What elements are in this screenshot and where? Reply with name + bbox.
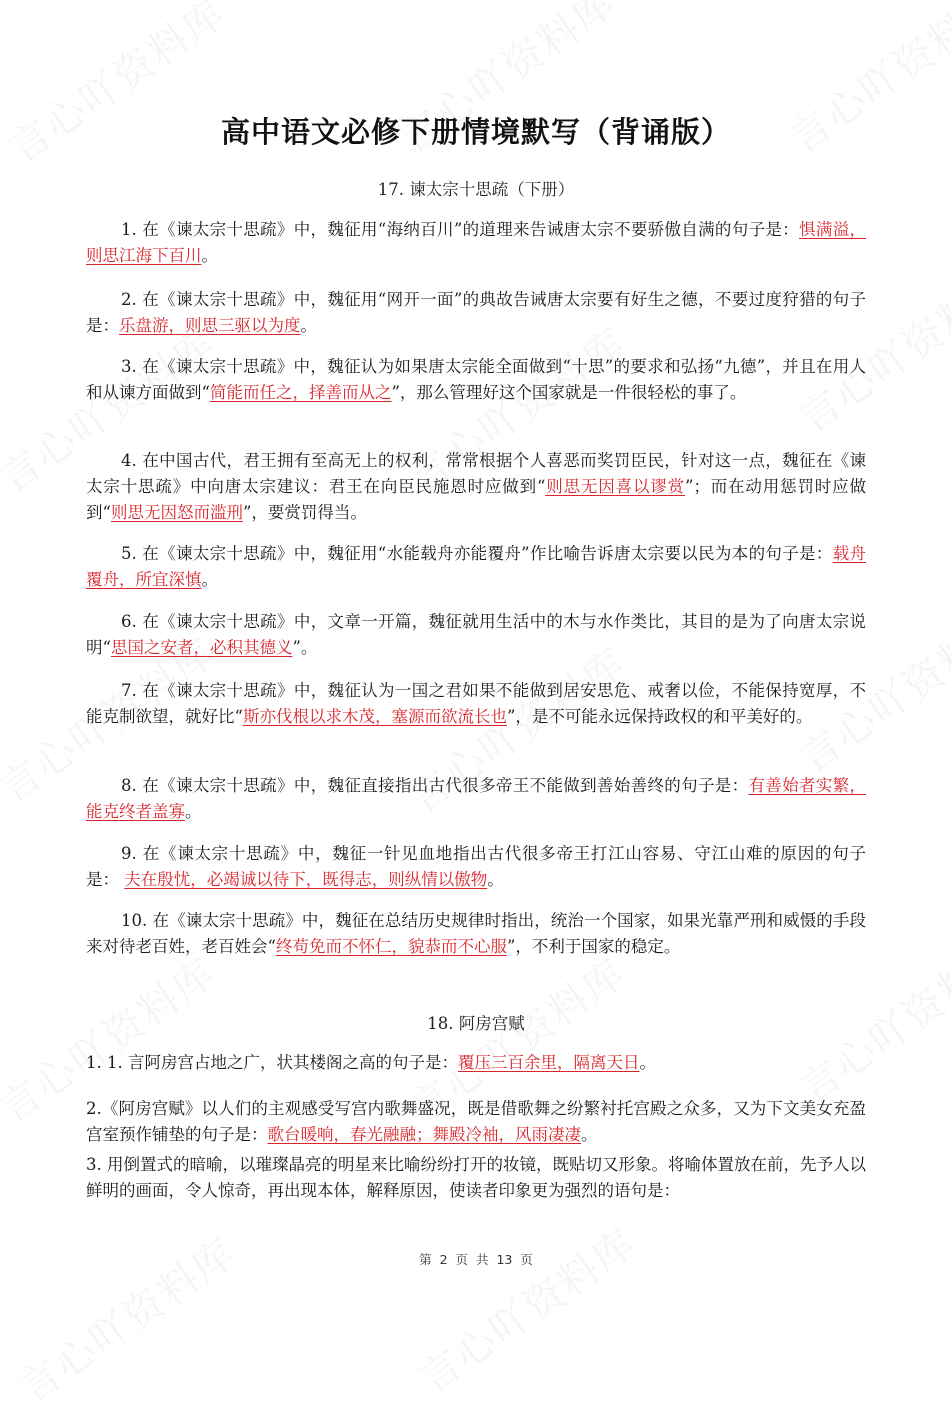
answer-text: 惧满溢，则思江海下百川 [86,220,867,265]
question-text-end: ”。 [292,638,318,657]
question-text: 2. 在《谏太宗十思疏》中，魏征用“网开一面”的典故告诫唐太宗要有好生之德，不要过度狩猎的句子是： [86,290,866,335]
question-text-end: 。 [300,316,317,335]
question-text-end: 。 [185,802,202,821]
answer-text: 覆压三百余里，隔离天日 [457,1053,640,1072]
question-text: 1. 1. 言阿房宫占地之广，状其楼阁之高的句子是： [86,1053,458,1072]
question-text: 3. 用倒置式的暗喻，以璀璨晶亮的明星来比喻纷纷打开的妆镜，既贴切又形象。将喻体置放在前，先予人以鲜明的画面，令人惊奇，再出现本体，解释原因，使读者印象更为强烈的语句是： [86,1155,866,1200]
question-item [86,287,866,339]
question-text: 6. 在《谏太宗十思疏》中，文章一开篇，魏征就用生活中的木与水作类比，其目的是为了向唐太宗说明“ [86,612,866,657]
question-item [86,1050,866,1076]
question-text-end: 。 [201,246,218,265]
question-item [86,1096,866,1148]
section-title-18: 18. 阿房宫赋 [427,1014,525,1033]
question-item [86,678,866,730]
section-title-17: 17. 谏太宗十思疏（下册） [377,180,575,199]
question-item [86,1152,866,1204]
question-text-end: ”，要赏罚得当。 [242,503,367,522]
question-text: 8. 在《谏太宗十思疏》中，魏征直接指出古代很多帝王不能做到善始善终的句子是： [121,776,749,795]
question-text-end: ”，不利于国家的稳定。 [506,937,681,956]
question-text-end: 。 [581,1125,598,1144]
question-item [86,448,866,526]
question-item [86,217,866,269]
question-text-mid: ”；而在动用惩罚时应做到“ [86,477,866,522]
question-text-end: ”，那么管理好这个国家就是一件很轻松的事了。 [391,383,747,402]
question-text: 5. 在《谏太宗十思疏》中，魏征用“水能载舟亦能覆舟”作比喻告诉唐太宗要以民为本的句子是： [121,544,833,563]
question-text: 1. 在《谏太宗十思疏》中，魏征用“海纳百川”的道理来告诫唐太宗不要骄傲自满的句子是： [121,220,800,239]
answer-text: 思国之安者，必积其德义 [110,638,293,657]
answer-text-2: 则思无因怒而滥刑 [110,503,243,522]
question-text: 2.《阿房宫赋》以人们的主观感受写宫内歌舞盛况，既是借歌舞之纷繁衬托宫殿之众多，又为下文美女充盈宫室预作铺垫的句子是： [86,1099,866,1144]
question-text-end: 。 [639,1053,656,1072]
question-text: 3. 在《谏太宗十思疏》中，魏征认为如果唐太宗能全面做到“十思”的要求和弘扬“九德”，并且在用人和从谏方面做到“ [86,357,866,402]
question-text: 10. 在《谏太宗十思疏》中，魏征在总结历史规律时指出，统治一个国家，如果光靠严刑和威慑的手段来对待老百姓，老百姓会“ [86,911,866,956]
document-title: 高中语文必修下册情境默写（背诵版） [220,115,731,149]
question-item [86,609,866,661]
question-text-end: 。 [201,570,218,589]
answer-text: 有善始者实繁，能克终者盖寡 [86,776,866,821]
answer-text: 夫在殷忧，必竭诚以待下，既得志，则纵情以傲物 [124,870,488,889]
question-item [86,773,866,825]
answer-text: 终苟免而不怀仁，貌恭而不心服 [275,937,507,956]
question-item [86,541,866,593]
answer-text: 载舟覆舟，所宜深慎 [86,544,867,589]
question-text: 9. 在《谏太宗十思疏》中，魏征一针见血地指出古代很多帝王打江山容易、守江山难的原因的句子是： [86,844,866,889]
question-item [86,354,866,406]
question-text: 4. 在中国古代，君王拥有至高无上的权利，常常根据个人喜恶而奖罚臣民，针对这一点，魏征在《谏太宗十思疏》中向唐太宗建议：君王在向臣民施恩时应做到“ [86,451,866,496]
answer-text: 简能而任之，择善而从之 [209,383,392,402]
question-item [86,908,866,960]
answer-text: 斯亦伐根以求木茂，塞源而欲流长也 [242,707,507,726]
answer-text: 乐盘游，则思三驱以为度 [119,316,301,335]
question-item [86,841,866,893]
question-text: 7. 在《谏太宗十思疏》中，魏征认为一国之君如果不能做到居安思危、戒奢以俭，不能保持宽厚，不能克制欲望，就好比“ [86,681,866,726]
answer-text: 则思无因喜以谬赏 [545,477,685,496]
answer-text: 歌台暖响，春光融融；舞殿冷袖，风雨凄凄 [267,1125,581,1144]
question-text-end: ”，是不可能永远保持政权的和平美好的。 [506,707,813,726]
page-footer: 第 2 页 共 13 页 [419,1252,533,1267]
question-text-end: 。 [487,870,504,889]
